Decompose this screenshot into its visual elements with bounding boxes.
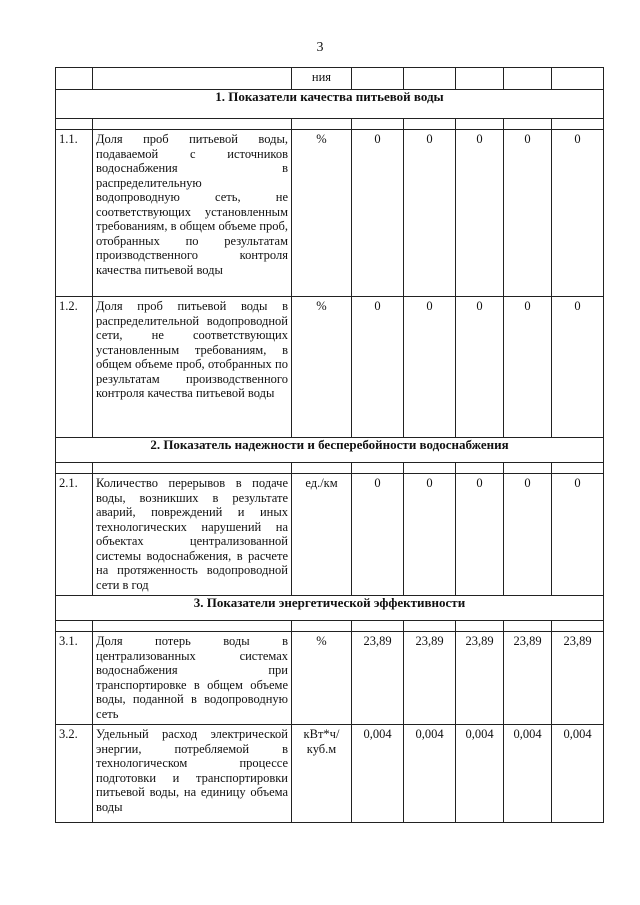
row-value: 0 [504,130,552,297]
cell-value [504,68,552,90]
row-value: 0 [552,474,604,596]
cell-unit: ния [292,68,352,90]
cell-value [352,68,404,90]
row-value: 0 [352,297,404,438]
cell-desc [93,68,292,90]
row-description: Доля проб питьевой воды, подаваемой с источников водоснабжения в распределительную водопроводную сеть, не соответствующих установленным требованиям, в общем объеме проб, отобранных по результатам производственного контроля качества питьевой воды [93,130,292,297]
row-value: 23,89 [352,632,404,725]
row-value: 0 [504,474,552,596]
cell-num [56,68,93,90]
section-heading-row [56,596,604,621]
row-unit: % [292,130,352,297]
row-number: 2.1. [56,474,93,596]
spacer-row [56,621,604,632]
row-value: 23,89 [456,632,504,725]
row-value: 0 [456,297,504,438]
row-number: 1.2. [56,297,93,438]
row-value: 0 [404,474,456,596]
row-value: 0,004 [504,725,552,823]
section-heading-row [56,438,604,463]
row-value: 0 [552,297,604,438]
section-heading-row [56,90,604,119]
row-value: 23,89 [504,632,552,725]
row-value: 0 [352,130,404,297]
row-description: Доля потерь воды в централизованных системах водоснабжения при транспортировке в общем объеме воды, поданной в водопроводную сеть [93,632,292,725]
row-unit: % [292,297,352,438]
row-value: 0,004 [552,725,604,823]
row-value: 0,004 [456,725,504,823]
row-value: 23,89 [404,632,456,725]
indicator-row [56,130,604,297]
row-value: 0 [352,474,404,596]
row-description: Количество перерывов в подаче воды, возникших в результате аварий, повреждений и иных технологических нарушений на объектах централизованной системы водоснабжения, в расчете на протяженность водопроводной сети в год [93,474,292,596]
section-title: 2. Показатель надежности и бесперебойности водоснабжения [56,438,604,463]
cell-value [456,68,504,90]
indicator-row [56,632,604,725]
cell-value [404,68,456,90]
row-value: 0 [456,474,504,596]
row-value: 0 [404,297,456,438]
row-value: 0 [504,297,552,438]
row-description: Доля проб питьевой воды в распределительной водопроводной сети, не соответствующих установленным требованиям, в общем объеме проб, отобранных по результатам производственного контроля качества питьевой воды [93,297,292,438]
spacer-row [56,119,604,130]
header-continuation-row [56,68,604,90]
indicators-table [55,67,604,823]
row-description: Удельный расход электрической энергии, потребляемой в технологическом процессе подготовки и транспортировки питьевой воды, на единицу объема воды [93,725,292,823]
row-number: 1.1. [56,130,93,297]
row-number: 3.1. [56,632,93,725]
spacer-row [56,463,604,474]
section-title: 3. Показатели энергетической эффективности [56,596,604,621]
row-value: 0 [404,130,456,297]
row-unit: ед./км [292,474,352,596]
row-value: 23,89 [552,632,604,725]
row-value: 0,004 [352,725,404,823]
indicator-row [56,474,604,596]
indicator-row [56,725,604,823]
row-value: 0 [456,130,504,297]
row-value: 0 [552,130,604,297]
row-value: 0,004 [404,725,456,823]
row-number: 3.2. [56,725,93,823]
indicator-row [56,297,604,438]
page-number: 3 [316,40,324,55]
cell-value [552,68,604,90]
row-unit: % [292,632,352,725]
section-title: 1. Показатели качества питьевой воды [56,90,604,119]
row-unit: кВт*ч/ куб.м [292,725,352,823]
